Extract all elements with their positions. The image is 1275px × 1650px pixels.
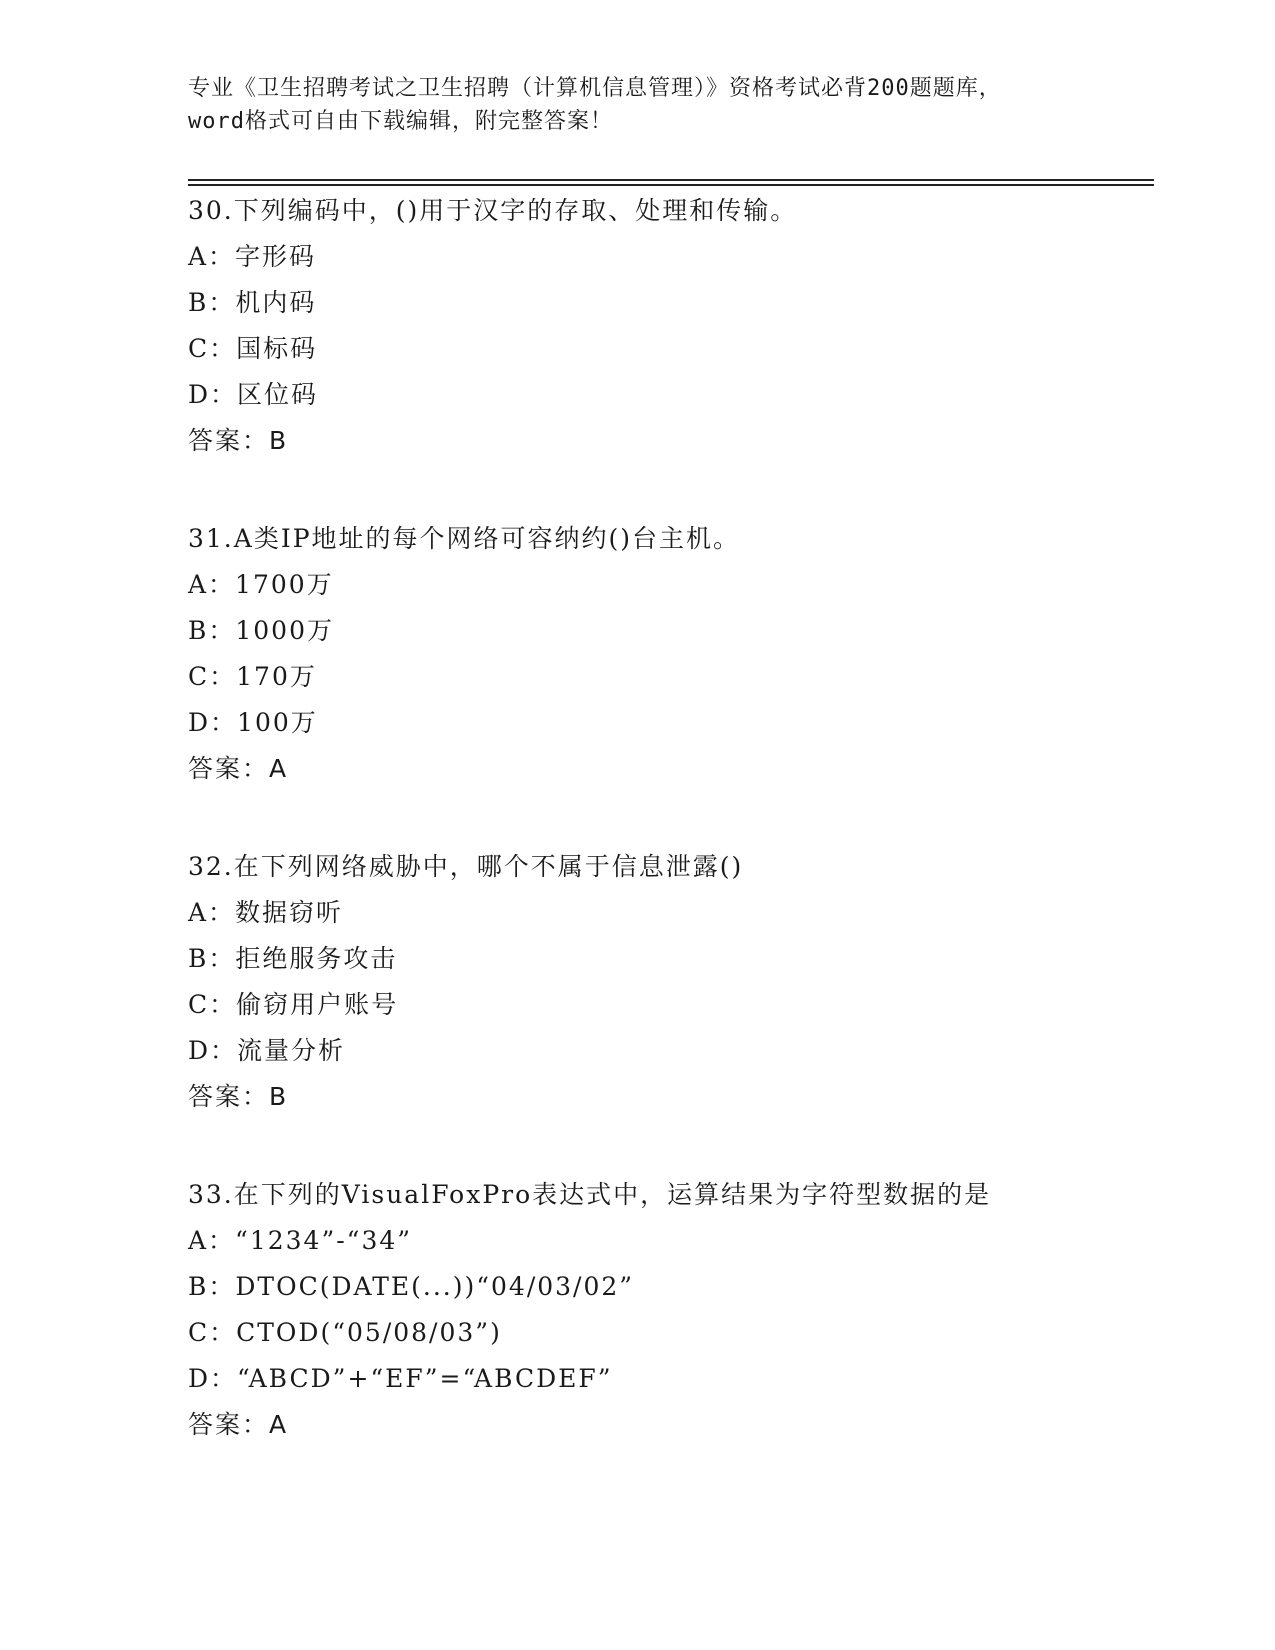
option-c: C：国标码 — [188, 334, 318, 363]
document-header — [188, 72, 1088, 138]
header-divider-bottom — [188, 184, 1154, 186]
option-b: B：拒绝服务攻击 — [188, 944, 398, 973]
option-a: A：数据窃听 — [188, 898, 344, 927]
option-d: D：“ABCD”+“EF”=“ABCDEF” — [188, 1364, 613, 1393]
question-30 — [188, 188, 1154, 464]
option-d: D：100万 — [188, 708, 318, 737]
question-stem: 31.A类IP地址的每个网络可容纳约()台主机。 — [188, 524, 741, 553]
option-a: A：1700万 — [188, 570, 334, 599]
option-a: A：字形码 — [188, 242, 317, 271]
question-33 — [188, 1172, 1154, 1448]
header-line-1: 专业《卫生招聘考试之卫生招聘（计算机信息管理）》资格考试必背200题题库， — [188, 76, 1002, 101]
header-divider-top — [188, 179, 1154, 181]
question-32 — [188, 844, 1154, 1120]
header-line-2: word格式可自由下载编辑，附完整答案！ — [188, 109, 613, 134]
question-stem: 32.在下列网络威胁中，哪个不属于信息泄露() — [188, 852, 744, 881]
answer: 答案：B — [188, 1082, 289, 1111]
option-b: B：1000万 — [188, 616, 334, 645]
option-c: C：170万 — [188, 662, 317, 691]
answer: 答案：B — [188, 426, 289, 455]
question-stem: 30.下列编码中，()用于汉字的存取、处理和传输。 — [188, 196, 798, 225]
option-a: A：“1234”-“34” — [188, 1226, 413, 1255]
question-list — [188, 188, 1154, 1500]
option-b: B：DTOC(DATE(...))“04/03/02” — [188, 1272, 635, 1301]
option-d: D：流量分析 — [188, 1036, 346, 1065]
option-c: C：CTOD(“05/08/03”) — [188, 1318, 502, 1347]
question-31 — [188, 516, 1154, 792]
option-b: B：机内码 — [188, 288, 317, 317]
option-d: D：区位码 — [188, 380, 319, 409]
option-c: C：偷窃用户账号 — [188, 990, 399, 1019]
answer: 答案：A — [188, 754, 289, 783]
answer: 答案：A — [188, 1410, 289, 1439]
question-stem: 33.在下列的VisualFoxPro表达式中，运算结果为字符型数据的是 — [188, 1180, 992, 1209]
